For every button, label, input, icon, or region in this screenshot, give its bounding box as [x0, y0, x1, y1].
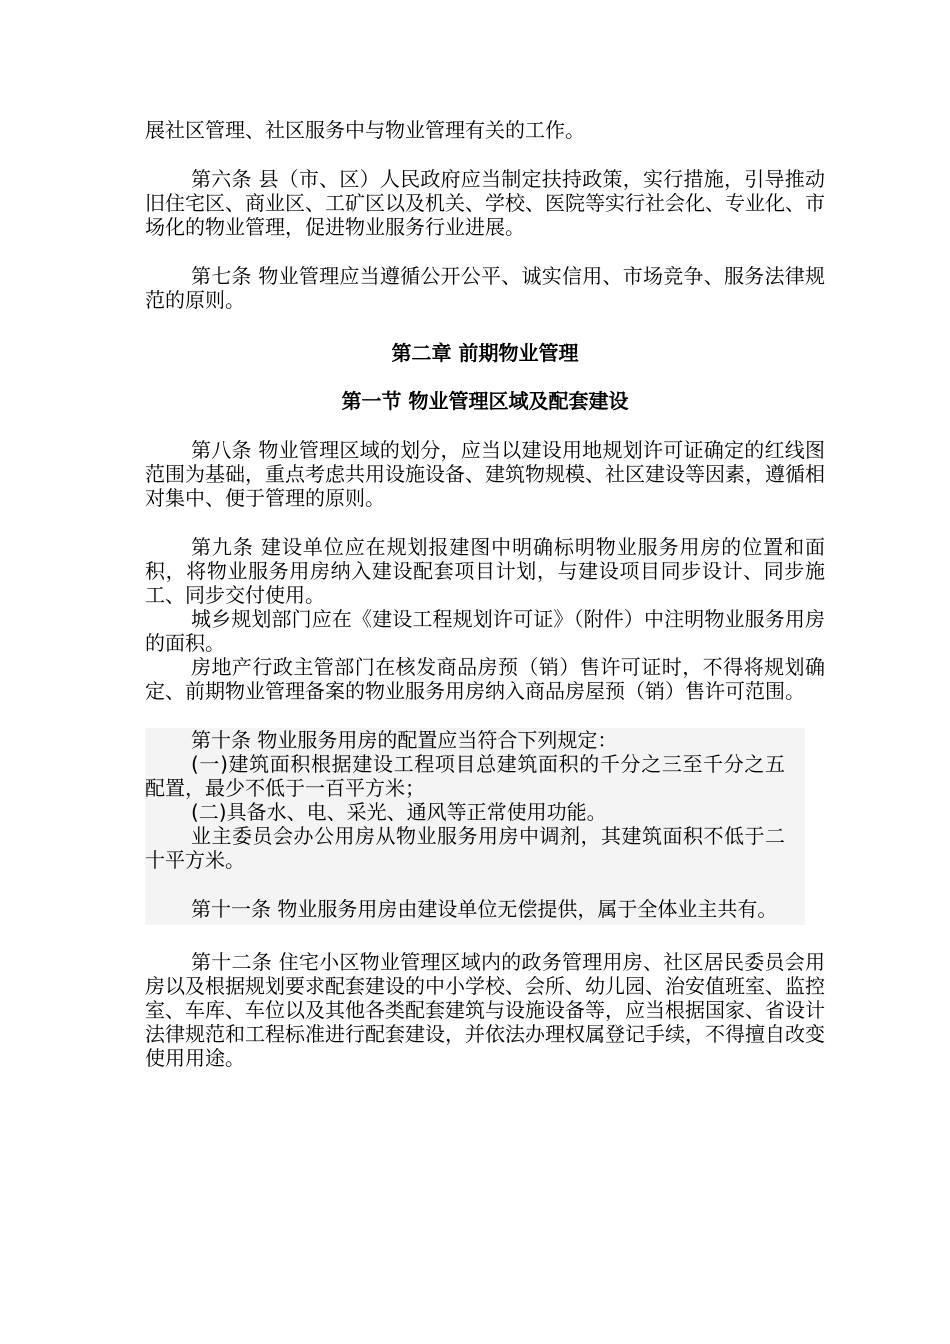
article-10-item-2: (二)具备水、电、采光、通风等正常使用功能。 — [191, 800, 607, 824]
document-page — [145, 118, 825, 1070]
article-9-clause-2: 城乡规划部门应在《建设工程规划许可证》（附件）中注明物业服务用房的面积。 — [145, 607, 825, 655]
article-10: 第十条 物业服务用房的配置应当符合下列规定： — [191, 728, 618, 752]
article-9: 第九条 建设单位应在规划报建图中明确标明物业服务用房的位置和面积，将物业服务用房纳入建设配套项目计划，与建设项目同步设计、同步施工、同步交付使用。 — [145, 535, 825, 607]
article-9-clause-3: 房地产行政主管部门在核发商品房预（销）售许可证时，不得将规划确定、前期物业管理备案的物业服务用房纳入商品房屋预（销）售许可范围。 — [145, 655, 825, 703]
article-10-clause-2: 业主委员会办公用房从物业服务用房中调剂，其建筑面积不低于二十平方米。 — [145, 824, 785, 872]
paragraph-continuation: 展社区管理、社区服务中与物业管理有关的工作。 — [145, 118, 585, 142]
article-6: 第六条 县（市、区）人民政府应当制定扶持政策，实行措施，引导推动旧住宅区、商业区、工矿区以及机关、学校、医院等实行社会化、专业化、市场化的物业管理，促进物业服务行业进展。 — [145, 167, 825, 239]
article-11: 第十一条 物业服务用房由建设单位无偿提供，属于全体业主共有。 — [191, 897, 778, 921]
article-10-item-1: (一)建筑面积根据建设工程项目总建筑面积的千分之三至千分之五配置，最少不低于一百平方米； — [145, 752, 785, 800]
chapter-heading: 第二章 前期物业管理 — [391, 341, 579, 365]
article-7: 第七条 物业管理应当遵循公开公平、诚实信用、市场竞争、服务法律规范的原则。 — [145, 264, 825, 312]
section-heading: 第一节 物业管理区域及配套建设 — [341, 389, 629, 413]
article-8: 第八条 物业管理区域的划分，应当以建设用地规划许可证确定的红线图范围为基础，重点考虑共用设施设备、建筑物规模、社区建设等因素，遵循相对集中、便于管理的原则。 — [145, 438, 825, 510]
highlighted-block — [145, 728, 805, 925]
article-12: 第十二条 住宅小区物业管理区域内的政务管理用房、社区居民委员会用房以及根据规划要求配套建设的中小学校、会所、幼儿园、治安值班室、监控室、车库、车位以及其他各类配套建筑与设施设备等，应当根据国家、省设计法律规范和工程标准进行配套建设，并依法办理权属登记手续，不得擅自改变使用用途。 — [145, 950, 825, 1070]
